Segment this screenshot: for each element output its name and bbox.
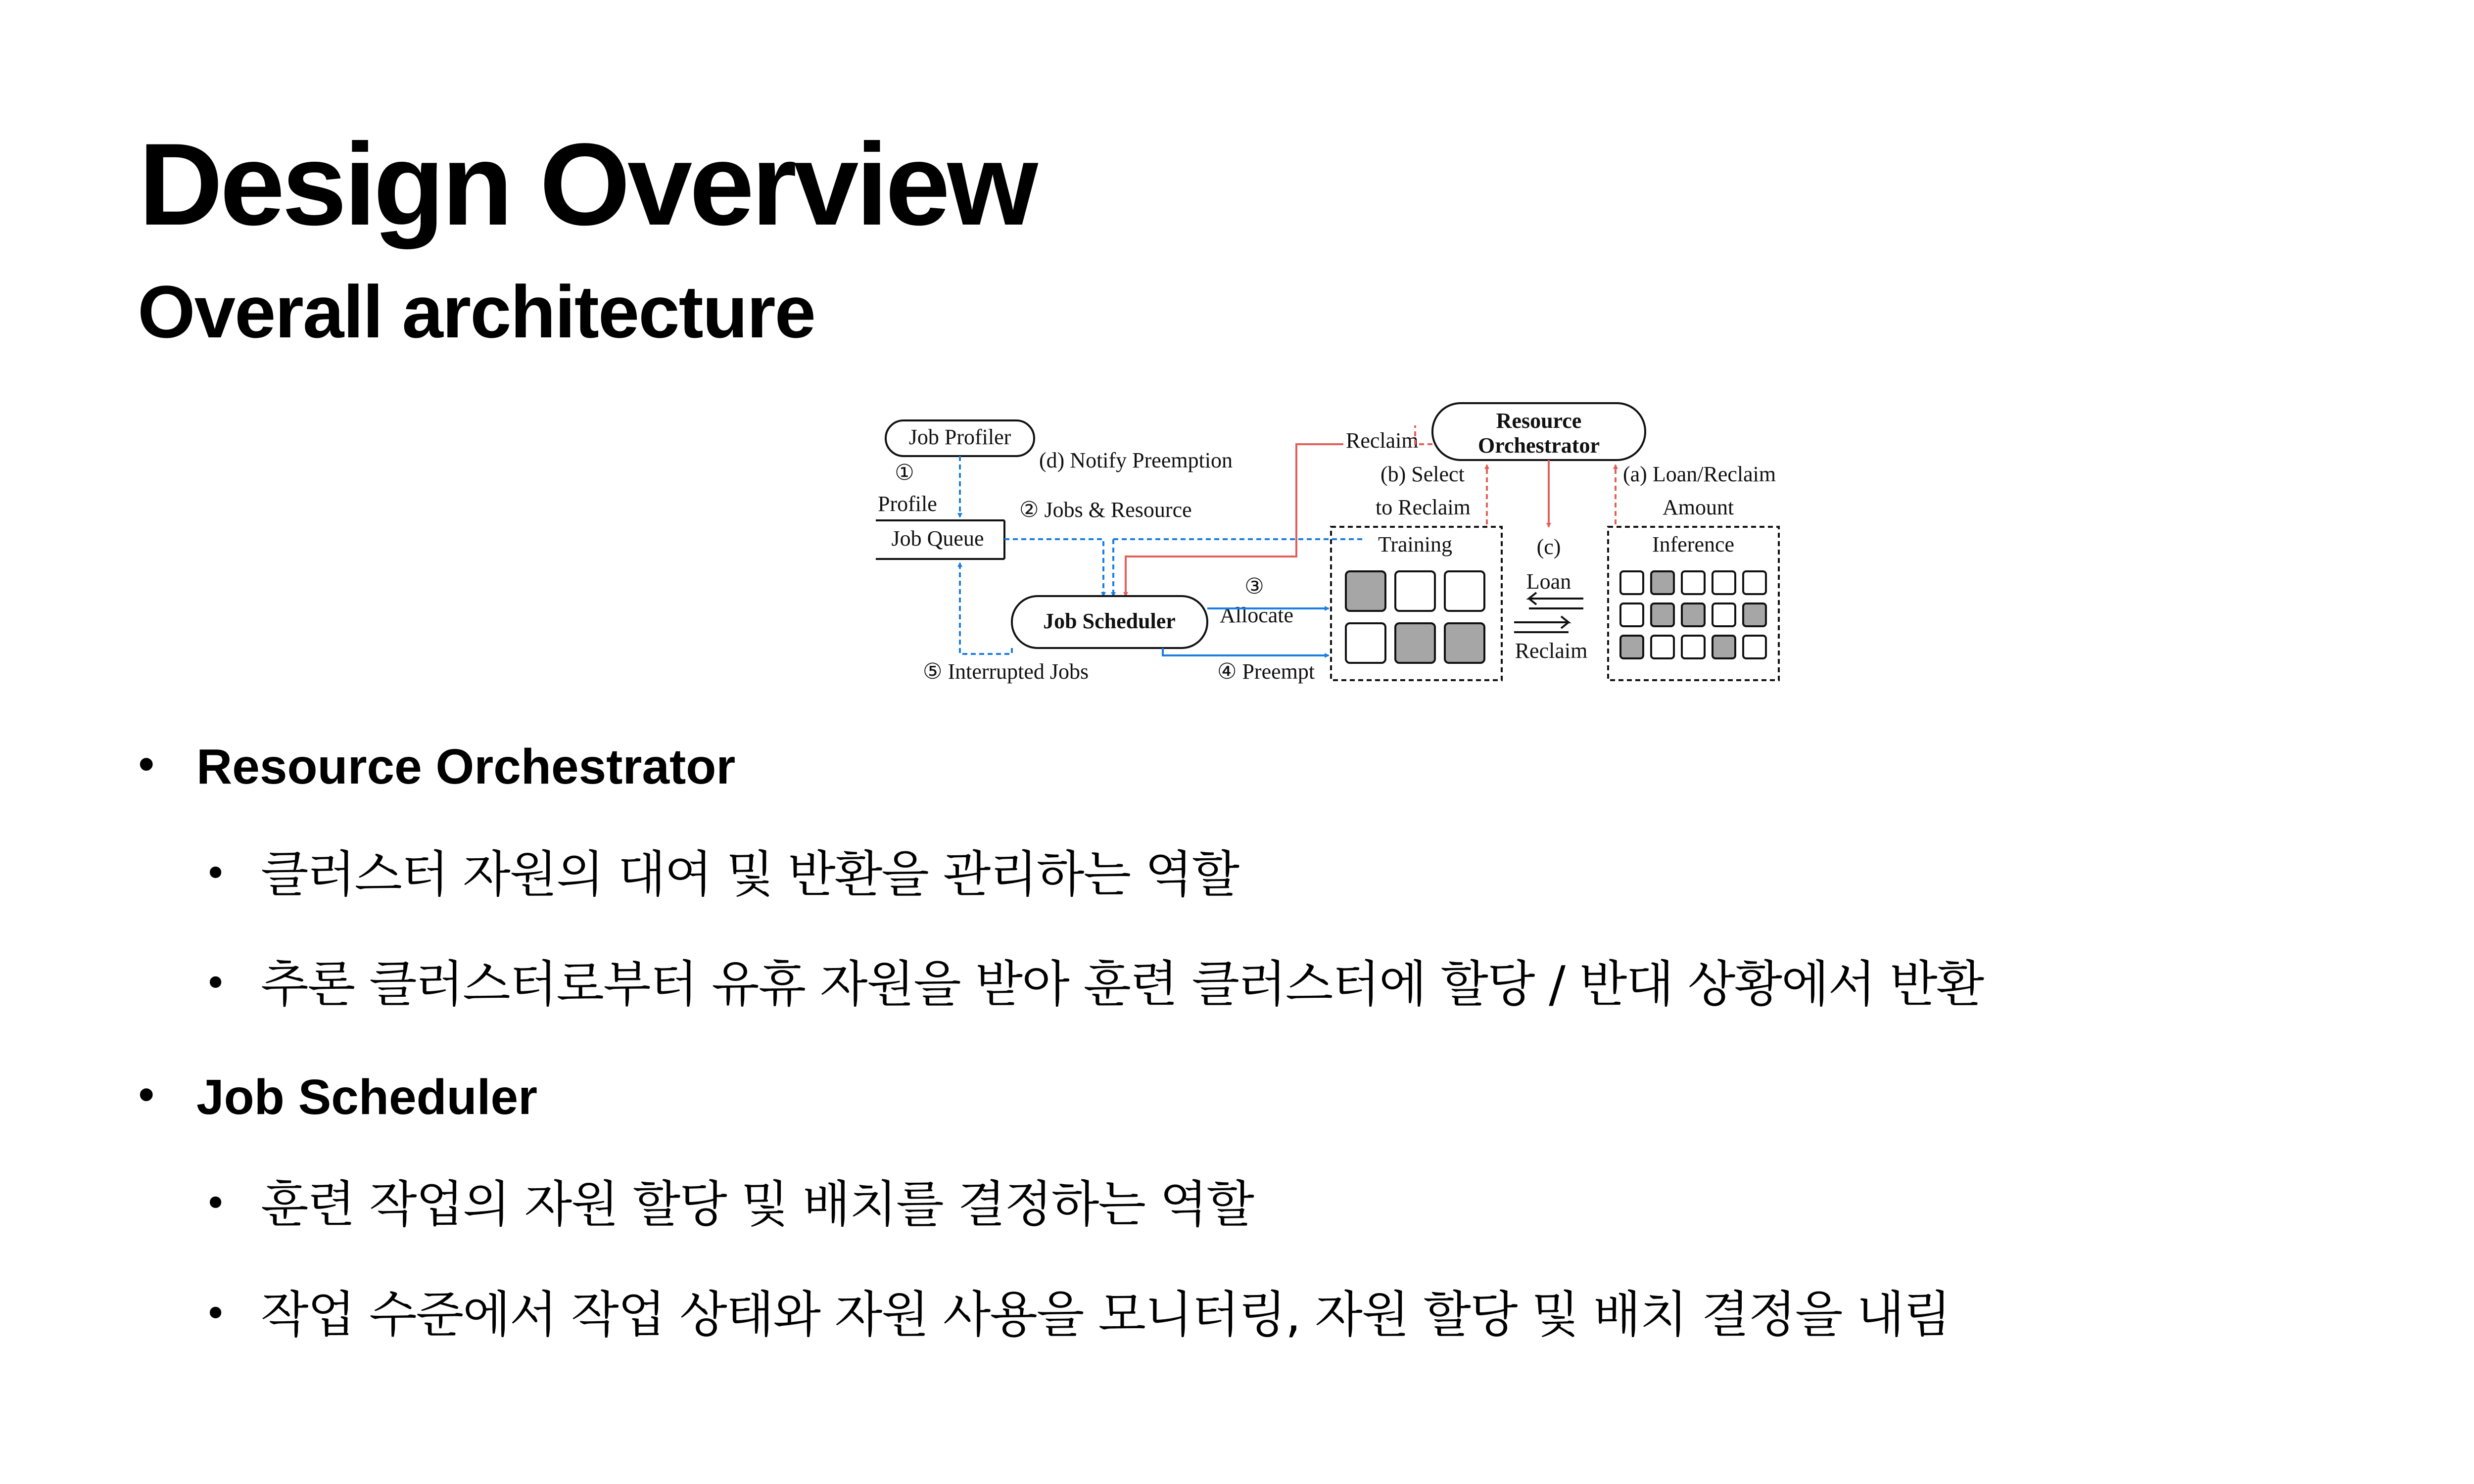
profile-label: Profile [878, 492, 937, 516]
inference-gpu [1713, 571, 1735, 594]
training-gpu [1395, 571, 1435, 611]
bullet-heading: Job Scheduler [196, 1069, 538, 1125]
preempt-label: ④ Preempt [1217, 659, 1315, 684]
architecture-diagram [871, 391, 1811, 688]
inference-gpu [1682, 603, 1705, 626]
inference-gpus [1620, 571, 1766, 658]
training-gpu [1346, 571, 1385, 611]
inference-gpu [1713, 636, 1735, 658]
orchestrator-label-1: Resource [1496, 409, 1582, 433]
sub-bullet-text: 클러스터 자원의 대여 및 반환을 관리하는 역할 [261, 845, 1239, 903]
job-scheduler-label: Job Scheduler [1043, 609, 1176, 633]
interrupted-label: ⑤ Interrupted Jobs [923, 659, 1089, 684]
bullet-dot: • [204, 850, 228, 896]
select-label-2: to Reclaim [1376, 495, 1471, 519]
inference-gpu [1651, 603, 1674, 626]
sub-bullet-text: 훈련 작업의 자원 할당 및 배치를 결정하는 역할 [261, 1175, 1253, 1233]
inference-gpu [1743, 571, 1766, 594]
training-gpu [1346, 623, 1385, 663]
c-label: (c) [1536, 535, 1561, 559]
inference-gpu [1682, 571, 1705, 594]
page-title: Design Overview [139, 119, 1035, 250]
sub-bullet-text: 작업 수준에서 작업 상태와 자원 사용을 모니터링, 자원 할당 및 배치 결정을 내림 [261, 1286, 1951, 1344]
step3-label: ③ [1244, 574, 1264, 599]
inference-gpu [1682, 636, 1705, 658]
inference-gpu [1620, 603, 1643, 626]
jobs-resource-label: ② Jobs & Resource [1019, 498, 1192, 522]
bullet-dot: • [139, 1070, 154, 1119]
reclaim-top-label: Reclaim [1346, 428, 1419, 453]
interrupted-arrow [960, 563, 1012, 654]
allocate-label: Allocate [1220, 603, 1294, 627]
reclaim-hollow-arrow [1514, 616, 1569, 632]
loan-amount-label-1: (a) Loan/Reclaim [1623, 462, 1776, 486]
step1-label: ① [895, 461, 914, 485]
preempt-arrow [1163, 648, 1329, 655]
page-subtitle: Overall architecture [138, 270, 815, 353]
inference-gpu [1620, 571, 1643, 594]
inference-gpu [1743, 636, 1766, 658]
bullet-dot: • [204, 960, 228, 1006]
inference-gpu [1651, 571, 1674, 594]
sub-bullet-text: 추론 클러스터로부터 유휴 자원을 받아 훈련 클러스터에 할당 / 반대 상황에서 반환 [261, 955, 1984, 1013]
orchestrator-label-2: Orchestrator [1478, 433, 1600, 458]
loan-label: Loan [1526, 569, 1571, 594]
inference-gpu [1713, 603, 1735, 626]
training-gpu [1445, 623, 1484, 663]
bullet-heading: Resource Orchestrator [196, 739, 736, 794]
training-label: Training [1378, 532, 1452, 556]
inference-gpu [1743, 603, 1766, 626]
inference-gpu [1620, 636, 1643, 658]
job-queue-label: Job Queue [891, 526, 984, 551]
bullet-dot: • [204, 1180, 228, 1226]
training-gpu [1395, 623, 1435, 663]
reclaim-bottom-label: Reclaim [1515, 639, 1588, 663]
inference-label: Inference [1652, 532, 1735, 556]
notify-preemption-label: (d) Notify Preemption [1039, 448, 1233, 472]
bullet-dot: • [139, 740, 154, 789]
inference-gpu [1651, 636, 1674, 658]
job-profiler-label: Job Profiler [908, 425, 1011, 449]
bullet-dot: • [204, 1291, 228, 1337]
select-label-1: (b) Select [1380, 462, 1465, 486]
loan-hollow-arrow [1529, 593, 1583, 608]
training-gpu [1445, 571, 1484, 611]
jobs-arrow-a [1004, 539, 1103, 596]
loan-amount-label-2: Amount [1663, 495, 1734, 519]
